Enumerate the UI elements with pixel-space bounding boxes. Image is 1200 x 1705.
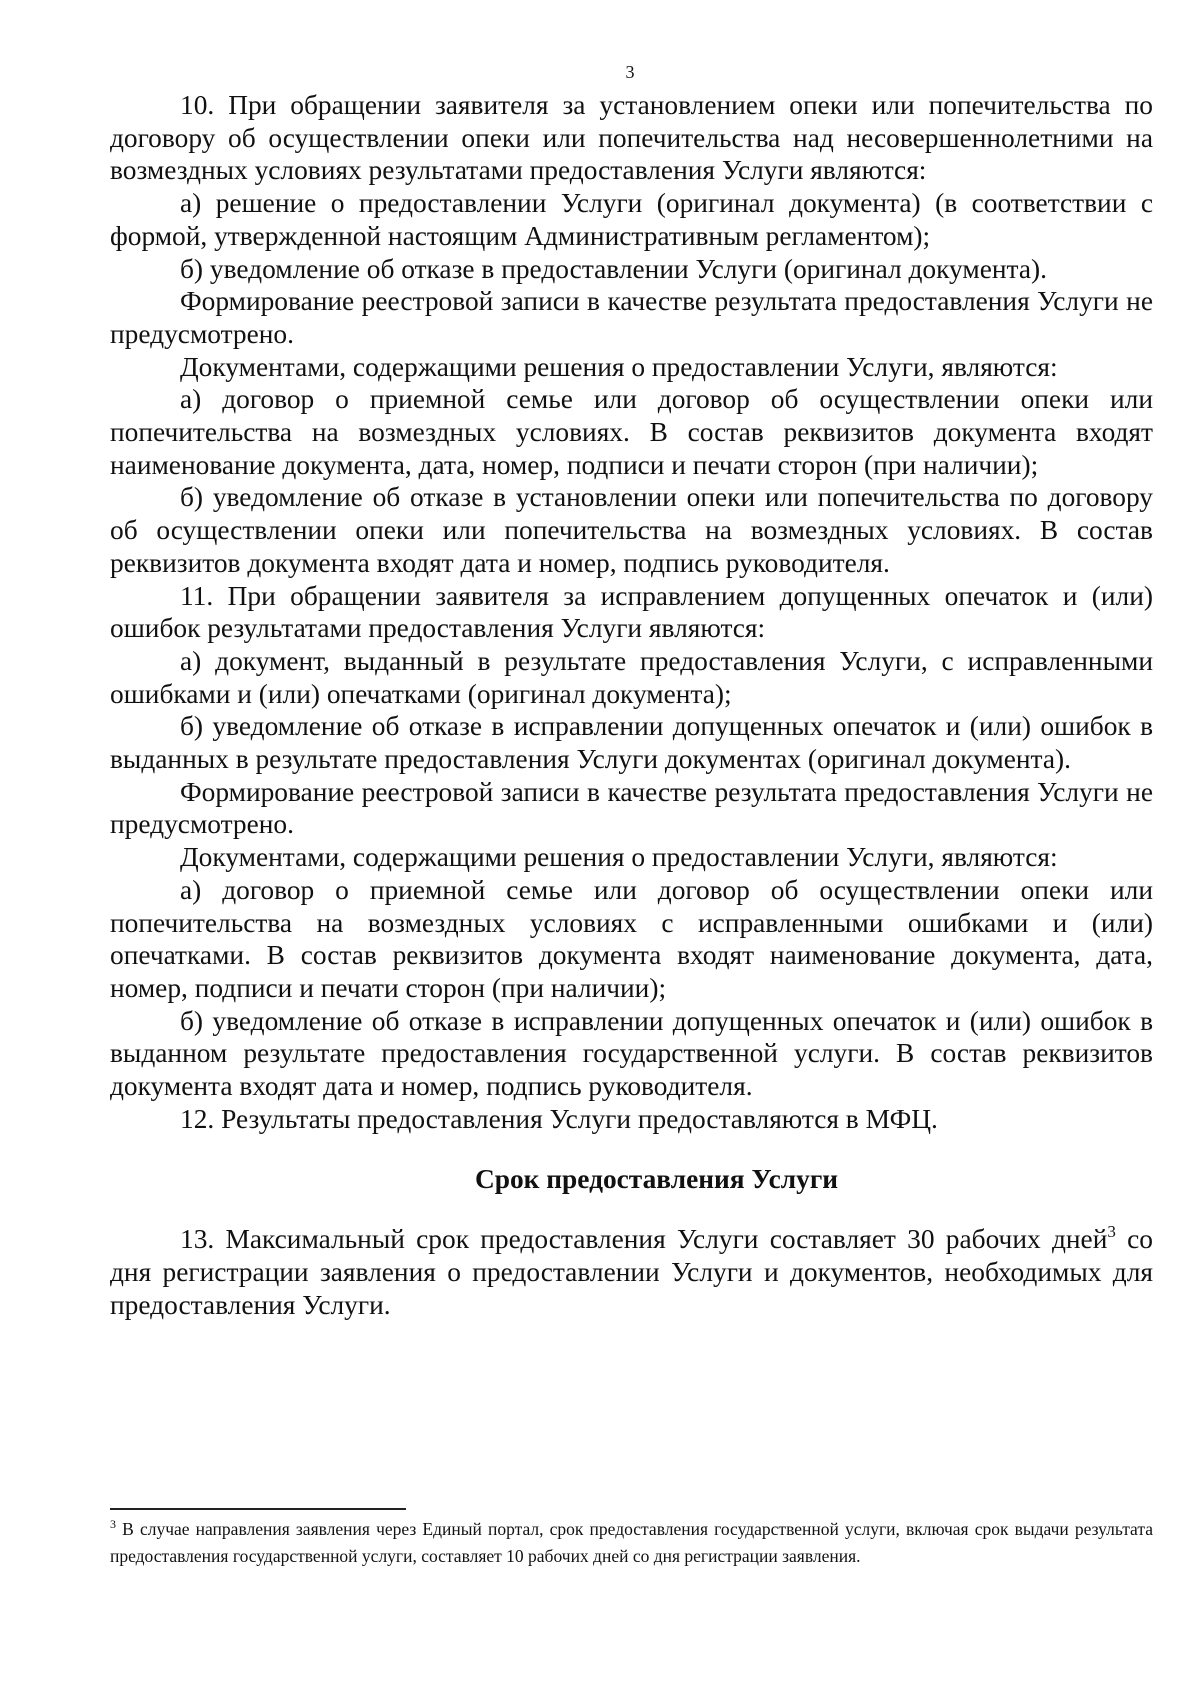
footnote-mark: 3 <box>110 1517 116 1531</box>
section-heading: Срок предоставления Услуги <box>474 1163 839 1194</box>
paragraph-13 <box>110 1223 1153 1321</box>
footnote-separator <box>110 1508 406 1510</box>
paragraph-10: 10. При обращении заявителя за установлением опеки или попечительства по договору об осуществлении опеки или попечительства над несовершеннолетними на возмездных условиях результатами предоставления Услуги являются: <box>110 90 1153 186</box>
footnote-reference: 3 <box>1107 1222 1116 1242</box>
paragraph-decision-docs-b: б) уведомление об отказе в установлении опеки или попечительства по договору об осуществлении опеки или попечительства на возмездных условиях. В состав реквизитов документа входят дата и номер, подпись руководителя. <box>110 482 1153 578</box>
page-number: 3 <box>625 62 635 82</box>
paragraph-decision-docs-2: Документами, содержащими решения о предоставлении Услуги, являются: <box>180 842 1058 873</box>
footnote-text: В случае направления заявления через Единый портал, срок предоставления государственной услуги, включая срок выдачи результата предоставления государственной услуги, составляет 10 рабочих дней со дня регистрации заявления. <box>110 1519 1153 1566</box>
paragraph-12: 12. Результаты предоставления Услуги предоставляются в МФЦ. <box>180 1103 938 1134</box>
paragraph-decision-docs: Документами, содержащими решения о предоставлении Услуги, являются: <box>180 351 1058 382</box>
paragraph-10-a: а) решение о предоставлении Услуги (оригинал документа) (в соответствии с формой, утвержденной настоящим Административным регламентом); <box>110 188 1153 251</box>
paragraph-11: 11. При обращении заявителя за исправлением допущенных опечаток и (или) ошибок результатами предоставления Услуги являются: <box>110 580 1153 644</box>
paragraph-13-text-end: со дня регистрации заявления о предоставлении Услуги и документов, необходимых для предоставления Услуги. <box>110 1224 1153 1320</box>
paragraph-decision-docs-a: а) договор о приемной семье или договор об осуществлении опеки или попечительства на возмездных условиях. В состав реквизитов документа входят наименование документа, дата, номер, подписи и печати сторон (при наличии); <box>110 384 1153 480</box>
paragraph-registry-note-2: Формирование реестровой записи в качестве результата предоставления Услуги не предусмотрено. <box>110 776 1153 840</box>
document-body <box>110 89 1153 1321</box>
paragraph-11-b: б) уведомление об отказе в исправлении допущенных опечаток и (или) ошибок в выданных в результате предоставления Услуги документах (оригинал документа). <box>110 711 1153 775</box>
paragraph-10-b: б) уведомление об отказе в предоставлении Услуги (оригинал документа). <box>180 253 1047 284</box>
footnote <box>110 1516 1153 1570</box>
paragraph-registry-note: Формирование реестровой записи в качестве результата предоставления Услуги не предусмотрено. <box>110 286 1153 349</box>
paragraph-decision-docs-2-a: а) договор о приемной семье или договор об осуществлении опеки или попечительства на возмездных условиях с исправленными ошибками и (или) опечатками. В состав реквизитов документа входят наименование документа, дата, номер, подписи и печати сторон (при наличии); <box>110 874 1153 1003</box>
paragraph-13-text-start: 13. Максимальный срок предоставления Услуги составляет 30 рабочих дней <box>180 1224 1108 1255</box>
paragraph-11-a: а) документ, выданный в результате предоставления Услуги, с исправленными ошибками и (или) опечатками (оригинал документа); <box>110 645 1153 709</box>
paragraph-decision-docs-2-b: б) уведомление об отказе в исправлении допущенных опечаток и (или) ошибок в выданном результате предоставления государственной услуги. В состав реквизитов документа входят дата и номер, подпись руководителя. <box>110 1005 1153 1102</box>
